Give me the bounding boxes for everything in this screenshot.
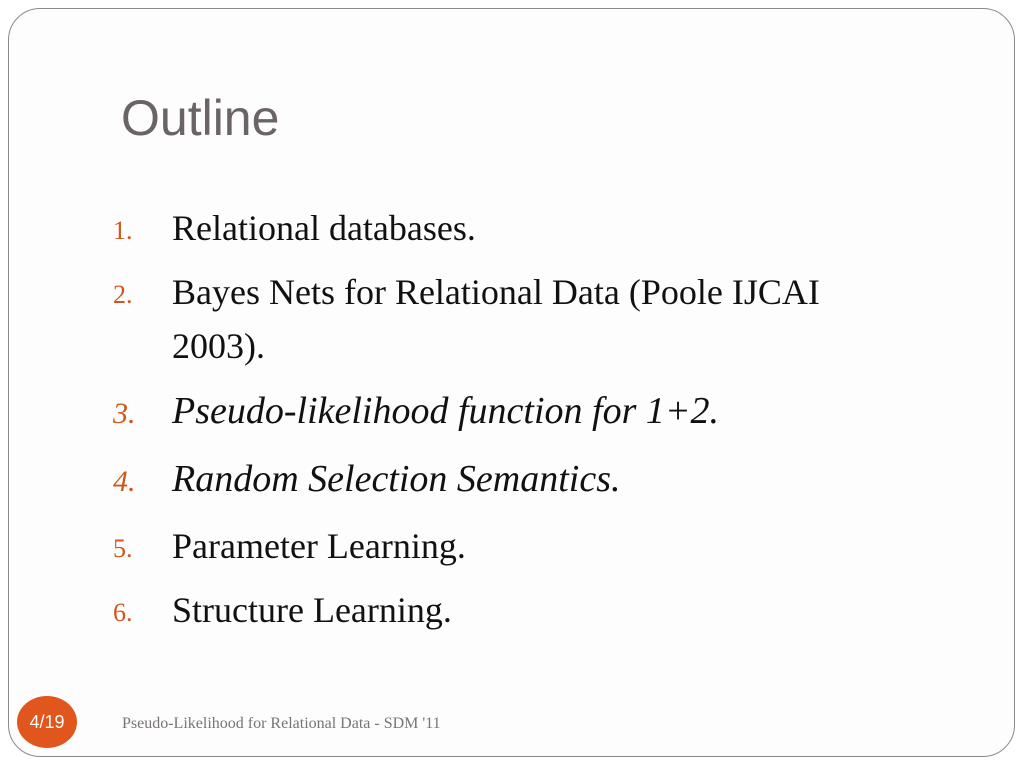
list-item-number: 6. bbox=[113, 598, 133, 627]
list-item-text: Pseudo-likelihood function for 1+2. bbox=[172, 390, 720, 432]
list-item bbox=[113, 451, 913, 507]
list-item bbox=[113, 519, 913, 573]
page-number-badge: 4/19 bbox=[17, 696, 77, 748]
list-item-number: 4. bbox=[113, 465, 136, 498]
slide-frame bbox=[8, 8, 1015, 757]
list-item-number: 2. bbox=[113, 280, 133, 309]
outline-list bbox=[113, 201, 913, 647]
list-item-text: Structure Learning. bbox=[172, 590, 452, 630]
list-item-text: Random Selection Semantics. bbox=[172, 458, 621, 500]
list-item-number: 3. bbox=[113, 397, 136, 430]
list-item-text: Parameter Learning. bbox=[172, 526, 466, 566]
list-item-number: 5. bbox=[113, 534, 133, 563]
list-item bbox=[113, 265, 913, 373]
slide-title: Outline bbox=[121, 90, 280, 146]
list-item bbox=[113, 383, 913, 439]
slide-footer: Pseudo-Likelihood for Relational Data - SDM '11 bbox=[122, 715, 441, 732]
list-item-number: 1. bbox=[113, 216, 133, 245]
list-item bbox=[113, 201, 913, 255]
list-item bbox=[113, 583, 913, 637]
list-item-text: Relational databases. bbox=[172, 208, 476, 248]
list-item-text: Bayes Nets for Relational Data (Poole IJCAI 2003). bbox=[172, 272, 820, 366]
